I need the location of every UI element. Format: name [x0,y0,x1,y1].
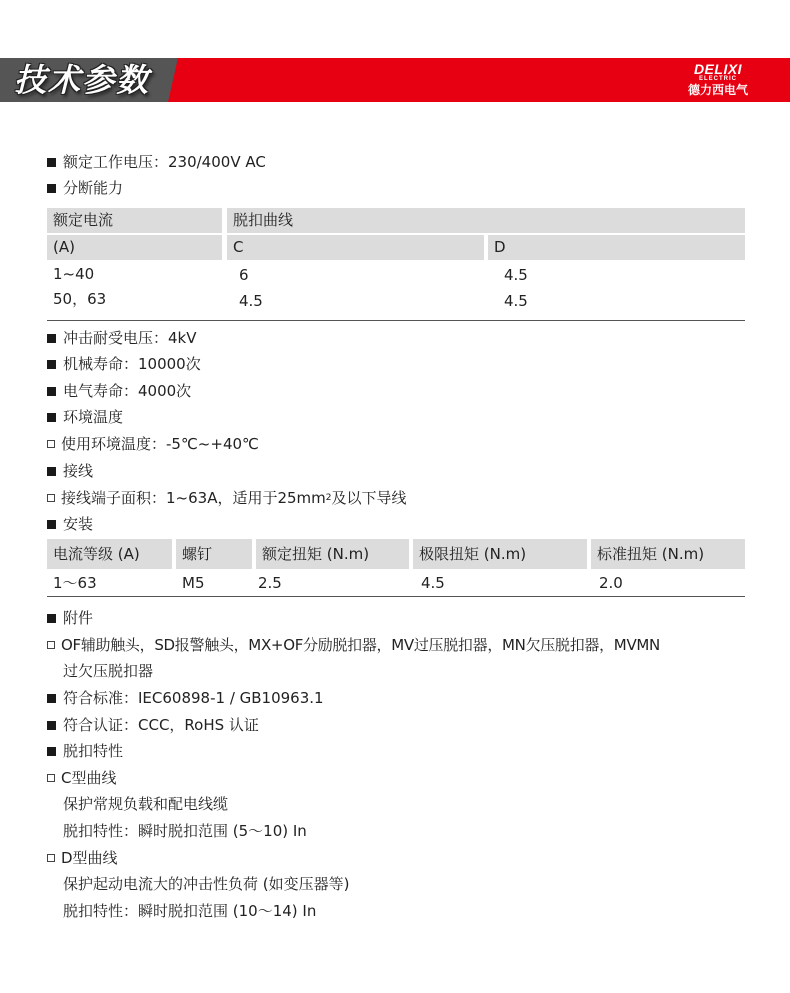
table-cell: 50，63 [53,290,107,308]
header-rated-current: 额定电流 [47,208,222,233]
filled-square-bullet-icon [47,467,56,476]
table-cell: 1~40 [53,265,95,283]
spec-d-curve: D型曲线 [47,846,118,870]
filled-square-bullet-icon [47,334,56,343]
filled-square-bullet-icon [47,158,56,167]
spec-environment-temp: 环境温度 [47,405,123,429]
header-rated-torque: 额定扭矩 (N.m) [256,539,409,569]
spec-d-desc2: 脱扣特性：瞬时脱扣范围 (10～14) In [63,902,317,920]
spec-certification: 符合认证：CCC，RoHS 认证 [47,713,259,737]
hollow-square-bullet-icon [47,641,55,649]
header-limit-torque: 极限扭矩 (N.m) [413,539,587,569]
spec-rated-voltage: 额定工作电压：230/400V AC [47,150,266,174]
table-cell: 4.5 [239,292,263,310]
spec-usage-temp: 使用环境温度：-5℃~+40℃ [47,432,259,456]
spec-wiring: 接线 [47,459,93,483]
filled-square-bullet-icon [47,413,56,422]
installation-table [47,539,745,597]
spec-trip-characteristics: 脱扣特性 [47,739,123,763]
hollow-square-bullet-icon [47,494,55,502]
filled-square-bullet-icon [47,614,56,623]
section-title: 技术参数 [14,61,151,99]
spec-mechanical-life: 机械寿命：10000次 [47,352,201,376]
table-cell: 1～63 [53,574,97,592]
filled-square-bullet-icon [47,747,56,756]
header-trip-curve: 脱扣曲线 [227,208,745,233]
spec-c-desc2: 脱扣特性：瞬时脱扣范围 (5～10) In [63,822,307,840]
header-rated-current-unit: (A) [47,235,222,260]
header-screw: 螺钉 [176,539,252,569]
brand-cn: 德力西电气 [687,83,748,97]
filled-square-bullet-icon [47,694,56,703]
delixi-logo [676,62,760,97]
table-cell: 4.5 [504,292,528,310]
header-current-class: 电流等级 (A) [47,539,172,569]
filled-square-bullet-icon [47,721,56,730]
spec-accessories: 附件 [47,606,93,630]
header-standard-torque: 标准扭矩 (N.m) [591,539,745,569]
spec-accessories-desc: OF辅助触头，SD报警触头，MX+OF分励脱扣器，MV过压脱扣器，MN欠压脱扣器，MVMN [47,633,660,657]
header-banner [0,58,790,102]
hollow-square-bullet-icon [47,440,55,448]
spec-impulse-voltage: 冲击耐受电压：4kV [47,326,197,350]
brand-sub: ELECTRIC [699,76,737,82]
hollow-square-bullet-icon [47,854,55,862]
spec-electrical-life: 电气寿命：4000次 [47,379,191,403]
brand-name: DELIXI [693,61,743,77]
hollow-square-bullet-icon [47,774,55,782]
spec-c-desc1: 保护常规负载和配电线缆 [63,795,229,813]
spec-breaking-capacity: 分断能力 [47,176,123,200]
spec-installation: 安装 [47,512,93,536]
filled-square-bullet-icon [47,520,56,529]
filled-square-bullet-icon [47,184,56,193]
table-cell: 4.5 [504,266,528,284]
filled-square-bullet-icon [47,360,56,369]
table-bottom-rule [47,596,745,597]
spec-d-desc1: 保护起动电流大的冲击性负荷 (如变压器等) [63,875,350,893]
table-cell: M5 [182,574,205,592]
table-cell: 4.5 [421,574,445,592]
spec-terminal-area: 接线端子面积：1~63A，适用于25mm 2 及以下导线 [47,486,407,510]
table-cell: 6 [239,266,249,284]
spec-c-curve: C型曲线 [47,766,116,790]
table-cell: 2.5 [258,574,282,592]
table-cell: 2.0 [599,574,623,592]
header-curve-c: C [227,235,484,260]
filled-square-bullet-icon [47,387,56,396]
spec-accessories-desc-cont: 过欠压脱扣器 [63,662,154,680]
header-curve-d: D [488,235,745,260]
spec-standard: 符合标准：IEC60898-1 / GB10963.1 [47,686,324,710]
table-bottom-rule [47,320,745,321]
breaking-capacity-table [47,208,745,321]
